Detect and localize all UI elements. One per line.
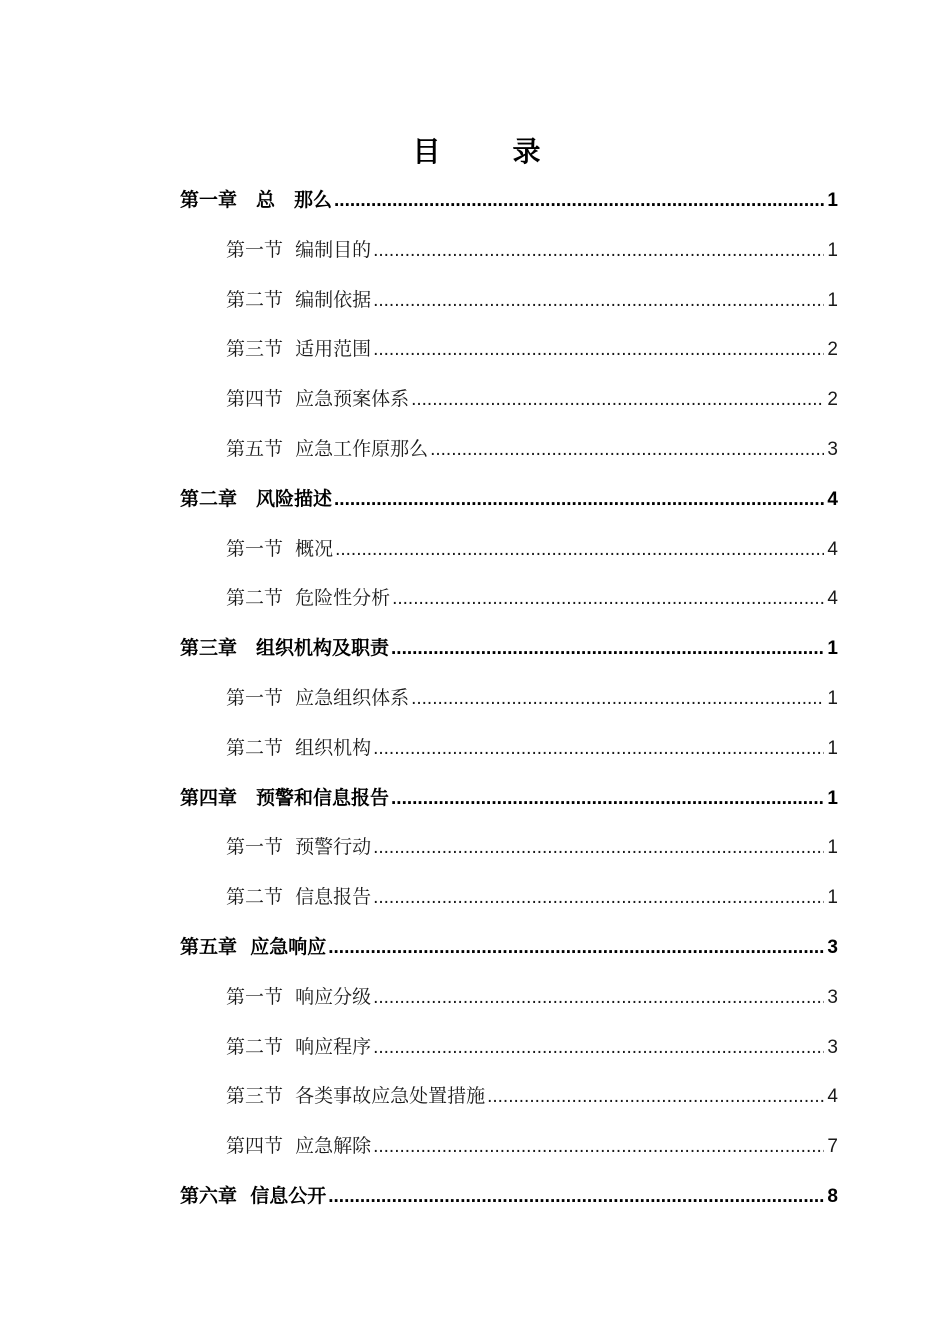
toc-chapter-row[interactable]: [180, 176, 838, 226]
toc-entry-label: 第一节 编制目的: [226, 238, 372, 261]
toc-leader-dots: [373, 973, 824, 1023]
toc-entry-label: 第一节 应急组织体系: [226, 686, 410, 709]
toc-chapter-row[interactable]: [180, 774, 838, 824]
toc-leader-dots: [373, 325, 824, 375]
toc-entry-label: 第六章 信息公开: [180, 1184, 327, 1207]
toc-leader-dots: [328, 923, 824, 973]
toc-section-row[interactable]: [180, 823, 838, 873]
toc-section-row[interactable]: [180, 973, 838, 1023]
toc-entry-label: 第一节 响应分级: [226, 985, 372, 1008]
toc-section-row[interactable]: [180, 325, 838, 375]
toc-leader-dots: [373, 873, 824, 923]
toc-page-number: 1: [827, 837, 838, 859]
toc-chapter-row[interactable]: [180, 923, 838, 973]
toc-entry-label: 第二章 风险描述: [180, 487, 333, 510]
toc-page-number: 1: [827, 190, 838, 211]
toc-page-number: 1: [827, 737, 838, 759]
toc-leader-dots: [334, 176, 824, 226]
toc-leader-dots: [411, 375, 824, 425]
toc-entry-label: 第二节 危险性分析: [226, 587, 391, 610]
toc-page-number: 1: [827, 887, 838, 909]
toc-entry-label: 第五节 应急工作原那么: [226, 437, 429, 460]
toc-page-number: 3: [827, 936, 838, 958]
toc-leader-dots: [391, 774, 824, 824]
toc-section-row[interactable]: [180, 873, 838, 923]
page-title: 目 录: [412, 135, 563, 168]
toc-section-row[interactable]: [180, 226, 838, 276]
toc-section-row[interactable]: [180, 724, 838, 774]
toc-section-row[interactable]: [180, 276, 838, 326]
toc-chapter-row[interactable]: [180, 624, 838, 674]
toc-entry-label: 第四章 预警和信息报告: [180, 786, 390, 809]
toc-leader-dots: [373, 724, 824, 774]
toc-page-number: 4: [827, 538, 838, 560]
toc-page-number: 8: [827, 1185, 838, 1207]
toc-section-row[interactable]: [180, 1023, 838, 1073]
toc-entry-label: 第三节 各类事故应急处置措施: [226, 1085, 486, 1108]
toc-entry-label: 第三节 适用范围: [226, 338, 372, 361]
toc-leader-dots: [487, 1072, 824, 1122]
toc-page-number: 2: [827, 389, 838, 411]
toc-section-row[interactable]: [180, 574, 838, 624]
toc-leader-dots: [373, 823, 824, 873]
toc-section-row[interactable]: [180, 1072, 838, 1122]
toc-entry-label: 第一节 概况: [226, 537, 334, 560]
toc-section-row[interactable]: [180, 375, 838, 425]
toc-page-number: 1: [827, 787, 838, 809]
toc-section-row[interactable]: [180, 425, 838, 475]
toc-leader-dots: [334, 475, 824, 525]
toc-leader-dots: [411, 674, 824, 724]
toc-page-number: 1: [827, 687, 838, 709]
toc-entry-label: 第三章 组织机构及职责: [180, 637, 390, 660]
toc-page-number: 3: [827, 1036, 838, 1058]
toc-page-number: 1: [827, 638, 838, 660]
toc-leader-dots: [391, 624, 824, 674]
toc-chapter-row[interactable]: [180, 475, 838, 525]
toc-page-number: 1: [827, 289, 838, 311]
toc-page-number: 3: [827, 438, 838, 460]
toc-entry-label: 第五章 应急响应: [180, 935, 327, 958]
toc-chapter-row[interactable]: [180, 1172, 838, 1222]
toc-page-number: 4: [827, 488, 838, 510]
toc-leader-dots: [335, 525, 824, 575]
toc-page-number: 7: [827, 1136, 838, 1158]
toc-leader-dots: [373, 1023, 824, 1073]
toc-page-number: 1: [827, 239, 838, 261]
toc-section-row[interactable]: [180, 674, 838, 724]
toc-section-row[interactable]: [180, 525, 838, 575]
toc-entry-label: 第二节 响应程序: [226, 1035, 372, 1058]
toc-page-number: 4: [827, 1086, 838, 1108]
toc-leader-dots: [328, 1172, 824, 1222]
toc-entry-label: 第二节 组织机构: [226, 736, 372, 759]
toc-leader-dots: [373, 276, 824, 326]
toc-leader-dots: [373, 226, 824, 276]
toc-leader-dots: [373, 1122, 824, 1172]
toc-page-number: 3: [827, 986, 838, 1008]
toc-leader-dots: [430, 425, 824, 475]
toc-entry-label: 第二节 信息报告: [226, 886, 372, 909]
toc-leader-dots: [392, 574, 824, 624]
toc-entry-label: 第四节 应急解除: [226, 1135, 372, 1158]
toc-entry-label: 第二节 编制依据: [226, 288, 372, 311]
toc-entry-label: 第一章 总 那么: [180, 189, 333, 211]
toc-entry-label: 第四节 应急预案体系: [226, 388, 410, 411]
toc-page-number: 4: [827, 588, 838, 610]
toc-section-row[interactable]: [180, 1122, 838, 1172]
toc-page-number: 2: [827, 339, 838, 361]
table-of-contents: [180, 176, 838, 1222]
toc-entry-label: 第一节 预警行动: [226, 836, 372, 859]
